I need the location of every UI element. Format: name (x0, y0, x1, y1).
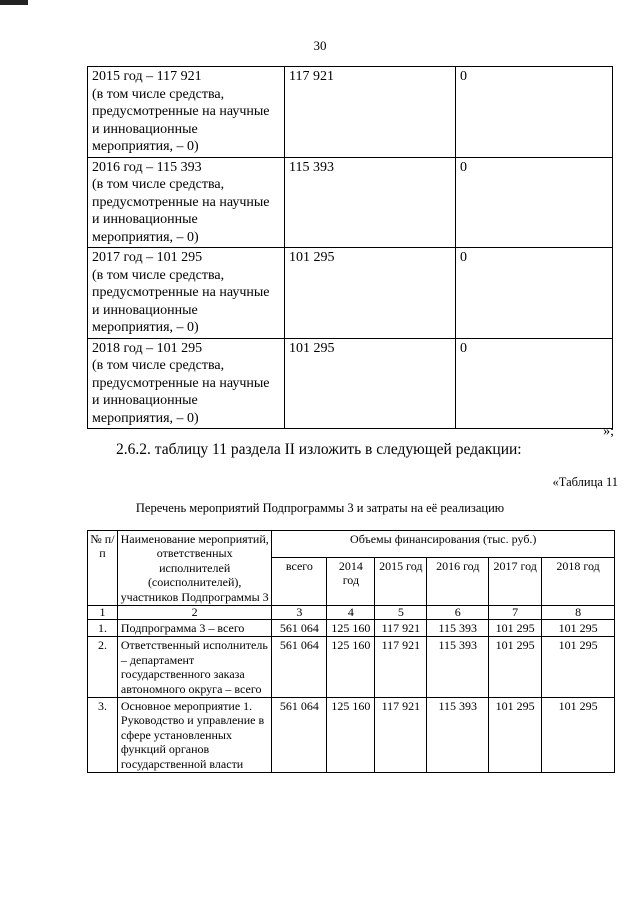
table-row (88, 67, 613, 158)
row-value: 101 295 (489, 698, 542, 773)
row-value: 101 295 (542, 698, 615, 773)
column-number: 2 (117, 606, 272, 620)
row-value: 101 295 (542, 637, 615, 698)
header-total: всего (272, 557, 327, 606)
header-name: Наименование мероприятий, ответственных исполнителей (соисполнителей), участников Подпрограммы 3 (117, 531, 272, 606)
row-number: 3. (88, 698, 118, 773)
year-description-cell (88, 248, 285, 339)
column-number: 4 (327, 606, 375, 620)
year-note: (в том числе средства, предусмотренные на научные и инновационные мероприятия, – 0) (92, 267, 270, 335)
row-value: 101 295 (489, 620, 542, 637)
column-number: 3 (272, 606, 327, 620)
page-number: 30 (313, 38, 327, 53)
header-volume: Объемы финансирования (тыс. руб.) (272, 531, 615, 558)
table-label: «Таблица 11 (552, 475, 618, 489)
year-note: (в том числе средства, предусмотренные на научные и инновационные мероприятия, – 0) (92, 358, 270, 426)
row-value: 561 064 (272, 620, 327, 637)
row-value: 125 160 (327, 698, 375, 773)
row-name: Ответственный исполнитель – департамент государственного заказа автономного округа – всего (117, 637, 272, 698)
innovation-value: 0 (456, 157, 613, 248)
table-row (88, 157, 613, 248)
row-name: Основное мероприятие 1. Руководство и управление в сфере установленных функций органов государственной власти (117, 698, 272, 773)
table-title: Перечень мероприятий Подпрограммы 3 и затраты на её реализацию (135, 501, 505, 515)
year-note: (в том числе средства, предусмотренные на научные и инновационные мероприятия, – 0) (92, 86, 270, 154)
measures-table (87, 530, 615, 773)
year-value: 101 295 (285, 248, 456, 339)
row-number: 1. (88, 620, 118, 637)
year-description-cell (88, 157, 285, 248)
row-value: 117 921 (375, 620, 427, 637)
year-description-cell (88, 67, 285, 158)
corner-scan-mark (0, 0, 28, 5)
column-number: 5 (375, 606, 427, 620)
row-value: 115 393 (427, 637, 489, 698)
row-number: 2. (88, 637, 118, 698)
table-row (88, 338, 613, 429)
header-year: 2015 год (375, 557, 427, 606)
table-row (88, 248, 613, 339)
column-number: 7 (489, 606, 542, 620)
closing-quote: »; (603, 424, 614, 439)
column-number: 8 (542, 606, 615, 620)
year-total: 2016 год – 115 393 (92, 159, 202, 175)
innovation-value: 0 (456, 338, 613, 429)
year-total: 2018 год – 101 295 (92, 340, 203, 356)
table-row (88, 698, 615, 773)
row-value: 115 393 (427, 620, 489, 637)
row-value: 117 921 (375, 698, 427, 773)
year-description-cell (88, 338, 285, 429)
row-value: 561 064 (272, 698, 327, 773)
header-year: 2016 год (427, 557, 489, 606)
year-note: (в том числе средства, предусмотренные на научные и инновационные мероприятия, – 0) (92, 177, 270, 245)
table-row (88, 620, 615, 637)
year-value: 101 295 (285, 338, 456, 429)
header-num: № п/п (88, 531, 118, 606)
year-total: 2015 год – 117 921 (92, 69, 202, 84)
year-total: 2017 год – 101 295 (92, 250, 203, 265)
table-row (88, 637, 615, 698)
column-number: 1 (88, 606, 118, 620)
header-year: 2017 год (489, 557, 542, 606)
row-name: Подпрограмма 3 – всего (117, 620, 272, 637)
header-year: 2018 год (542, 557, 615, 606)
header-year: 2014 год (327, 557, 375, 606)
row-value: 101 295 (542, 620, 615, 637)
row-value: 115 393 (427, 698, 489, 773)
row-value: 561 064 (272, 637, 327, 698)
column-number: 6 (427, 606, 489, 620)
row-value: 101 295 (489, 637, 542, 698)
row-value: 117 921 (375, 637, 427, 698)
amendment-paragraph: 2.6.2. таблицу 11 раздела II изложить в следующей редакции: (116, 441, 522, 458)
column-number-row (88, 606, 615, 620)
funding-by-year-table (87, 66, 613, 429)
year-value: 117 921 (285, 67, 456, 158)
innovation-value: 0 (456, 248, 613, 339)
row-value: 125 160 (327, 620, 375, 637)
row-value: 125 160 (327, 637, 375, 698)
year-value: 115 393 (285, 157, 456, 248)
innovation-value: 0 (456, 67, 613, 158)
